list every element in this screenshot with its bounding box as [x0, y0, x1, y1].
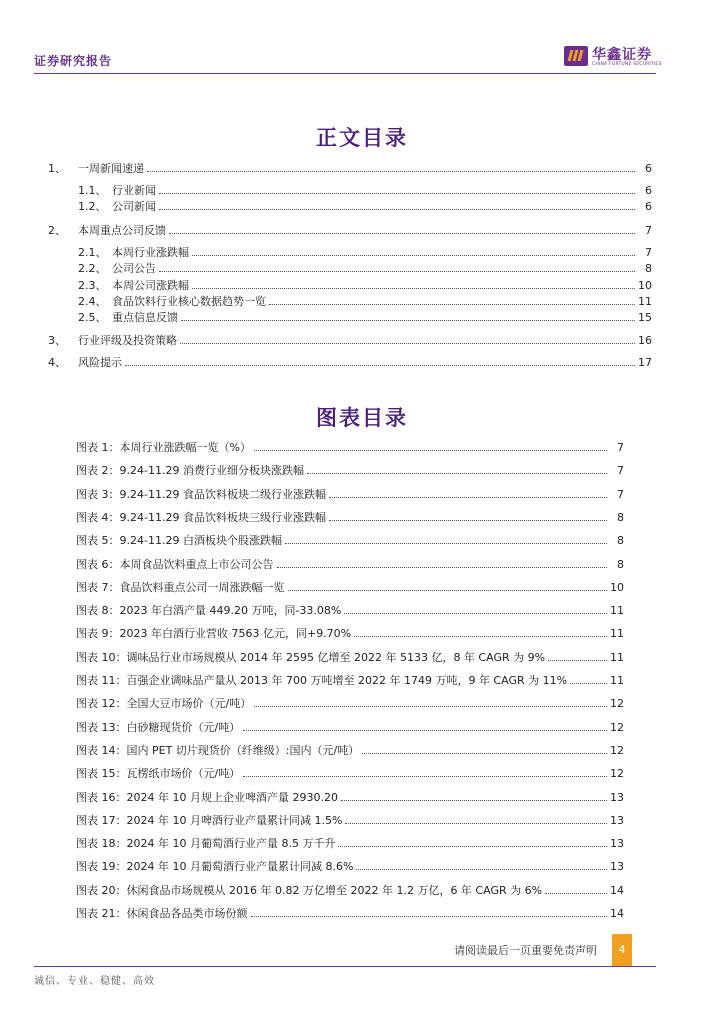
figure-item-text: 图表 13：白砂糖现货价（元/吨）: [76, 720, 241, 734]
toc-item-page: 6: [645, 162, 652, 175]
toc-item-text: 一周新闻速递: [78, 162, 144, 175]
figure-item-page: 11: [610, 604, 624, 618]
toc-item-page: 8: [645, 262, 652, 275]
figure-item-page: 13: [610, 860, 624, 874]
figure-item-page: 8: [617, 557, 624, 571]
figure-leader-dots: [251, 907, 608, 917]
toc-item-number: 2.5、: [78, 311, 107, 324]
toc-item-text: 公司新闻: [112, 200, 156, 213]
toc-item-number: 2、: [48, 224, 66, 237]
footer-slogan: 诚信、专业、稳健、高效: [34, 976, 155, 987]
figure-item[interactable]: [76, 604, 624, 618]
header-label: 证券研究报告: [34, 54, 113, 68]
toc-item-page: 7: [645, 224, 652, 237]
figures-title: 图表目录: [316, 405, 408, 430]
toc-item[interactable]: [78, 311, 652, 325]
toc-title: 正文目录: [316, 125, 408, 150]
figure-item-page: 13: [610, 790, 624, 804]
toc-item-text: 食品饮料行业核心数据趋势一览: [112, 295, 266, 308]
figure-item[interactable]: [76, 837, 624, 851]
figure-item-text: 图表 6：本周食品饮料重点上市公司公告: [76, 557, 274, 571]
figure-item[interactable]: [76, 674, 624, 688]
figure-leader-dots: [356, 860, 607, 870]
figure-item-page: 8: [617, 510, 624, 524]
figure-item-text: 图表 18：2024 年 10 月葡萄酒行业产量 8.5 万千升: [76, 837, 336, 851]
figure-item-text: 图表 21：休闲食品各品类市场份额: [76, 907, 248, 920]
page-number: 4: [612, 934, 632, 966]
figure-item-page: 13: [610, 837, 624, 851]
toc-item-text: 行业新闻: [112, 184, 156, 197]
toc-item-page: 11: [638, 295, 652, 308]
figure-item-page: 10: [610, 580, 624, 594]
figure-leader-dots: [307, 464, 607, 474]
figure-item-text: 图表 16：2024 年 10 月规上企业啤酒产量 2930.20: [76, 790, 338, 804]
figure-item-text: 图表 9：2023 年白酒行业营收 7563 亿元，同+9.70%: [76, 627, 352, 641]
toc-leader-dots: [159, 184, 635, 194]
toc-leader-dots: [147, 162, 635, 172]
toc-item-text: 本周公司涨跌幅: [112, 279, 189, 292]
figure-item-text: 图表 14：国内 PET 切片现货价（纤维级）:国内（元/吨）: [76, 743, 360, 757]
figure-item-page: 11: [610, 627, 624, 641]
toc-item[interactable]: [78, 279, 652, 293]
toc-item-number: 1、: [48, 162, 66, 175]
toc-item[interactable]: [78, 295, 652, 309]
disclaimer-banner: [436, 934, 636, 966]
toc-item[interactable]: [48, 224, 652, 238]
figure-item[interactable]: [76, 627, 624, 641]
figure-item[interactable]: [76, 907, 624, 921]
header-divider: [34, 73, 656, 74]
figure-item-text: 图表 20：休闲食品市场规模从 2016 年 0.82 万亿增至 2022 年 1.2 万亿，6 年 CAGR 为 6%: [76, 883, 543, 897]
toc-item-number: 2.1、: [78, 246, 107, 259]
disclaimer-notice: 请阅读最后一页重要免责声明: [454, 944, 597, 957]
logo-mark-icon: [564, 46, 588, 66]
figure-leader-dots: [277, 558, 608, 568]
figure-leader-dots: [243, 721, 607, 731]
figure-item[interactable]: [76, 511, 624, 525]
toc-item-text: 本周重点公司反馈: [78, 224, 166, 237]
toc-item-number: 4、: [48, 356, 66, 369]
figure-item[interactable]: [76, 534, 624, 548]
toc-leader-dots: [181, 311, 635, 321]
figure-item-page: 7: [617, 441, 624, 454]
figure-item[interactable]: [76, 558, 624, 572]
figure-item[interactable]: [76, 697, 624, 711]
figure-item-page: 12: [610, 720, 624, 734]
toc-item-page: 16: [638, 334, 652, 347]
figure-item-text: 图表 11：百强企业调味品产量从 2013 年 700 万吨增至 2022 年 1749 万吨，9 年 CAGR 为 11%: [76, 674, 568, 687]
toc-item-text: 本周行业涨跌幅: [112, 246, 189, 259]
figure-item[interactable]: [76, 721, 624, 735]
footer-divider: [34, 966, 656, 967]
toc-item-number: 1.1、: [78, 184, 107, 197]
toc-leader-dots: [169, 224, 635, 234]
toc-leader-dots: [125, 356, 635, 366]
toc-item-page: 6: [645, 184, 652, 197]
figure-item-page: 14: [610, 907, 624, 920]
figure-item-text: 图表 12：全国大豆市场价（元/吨）: [76, 697, 252, 711]
figure-leader-dots: [548, 651, 607, 661]
toc-item[interactable]: [78, 200, 652, 214]
toc-item-page: 17: [638, 356, 652, 369]
figure-leader-dots: [570, 674, 607, 684]
figure-item-text: 图表 19：2024 年 10 月葡萄酒行业产量累计同减 8.6%: [76, 860, 354, 874]
logo-name: 华鑫证券: [592, 47, 652, 63]
figure-item-text: 图表 3：9.24-11.29 食品饮料板块二级行业涨跌幅: [76, 487, 326, 501]
toc-leader-dots: [180, 334, 635, 344]
figure-item-page: 12: [610, 767, 624, 781]
figure-item-page: 12: [610, 697, 624, 711]
toc-item-page: 10: [638, 279, 652, 292]
toc-leader-dots: [192, 279, 635, 289]
figure-item-page: 12: [610, 743, 624, 757]
toc-item[interactable]: [48, 162, 652, 176]
toc-item-page: 15: [638, 311, 652, 324]
toc-leader-dots: [159, 262, 635, 272]
figure-leader-dots: [362, 744, 607, 754]
figure-item[interactable]: [76, 441, 624, 455]
toc-leader-dots: [159, 200, 635, 210]
figure-item[interactable]: [76, 581, 624, 595]
toc-item-number: 3、: [48, 334, 66, 347]
toc-item-text: 风险提示: [78, 356, 122, 369]
figure-leader-dots: [344, 604, 607, 614]
figure-leader-dots: [243, 767, 607, 777]
figure-item-page: 7: [617, 487, 624, 501]
figure-leader-dots: [329, 488, 607, 498]
figure-item-text: 图表 10：调味品行业市场规模从 2014 年 2595 亿增至 2022 年 5133 亿，8 年 CAGR 为 9%: [76, 650, 546, 664]
figure-item[interactable]: [76, 744, 624, 758]
figure-item[interactable]: [76, 651, 624, 665]
figure-item-text: 图表 1：本周行业涨跌幅一览（%）: [76, 441, 251, 454]
toc-item[interactable]: [48, 356, 652, 370]
figure-leader-dots: [545, 884, 607, 894]
figure-item[interactable]: [76, 791, 624, 805]
figure-item[interactable]: [76, 884, 624, 898]
figure-item-page: 13: [610, 813, 624, 827]
toc-leader-dots: [269, 295, 635, 305]
figure-item-text: 图表 7：食品饮料重点公司一周涨跌幅一览: [76, 580, 285, 594]
toc-item[interactable]: [48, 334, 652, 348]
company-logo: [564, 44, 662, 70]
toc-item-text: 行业评级及投资策略: [78, 334, 177, 347]
toc-item-number: 2.4、: [78, 295, 107, 308]
figure-item-text: 图表 2：9.24-11.29 消费行业细分板块涨跌幅: [76, 464, 304, 478]
toc-item-number: 2.2、: [78, 262, 107, 275]
toc-item[interactable]: [78, 184, 652, 198]
figure-leader-dots: [288, 581, 608, 591]
figure-item-text: 图表 17：2024 年 10 月啤酒行业产量累计同减 1.5%: [76, 813, 343, 827]
figure-item-text: 图表 8：2023 年白酒产量 449.20 万吨，同-33.08%: [76, 604, 342, 618]
figure-item-page: 8: [617, 534, 624, 548]
figure-item[interactable]: [76, 767, 624, 781]
figure-item-text: 图表 4：9.24-11.29 食品饮料板块三级行业涨跌幅: [76, 510, 326, 524]
figure-leader-dots: [285, 534, 607, 544]
figure-item[interactable]: [76, 814, 624, 828]
toc-item[interactable]: [78, 262, 652, 276]
figure-leader-dots: [341, 791, 607, 801]
figure-item-text: 图表 5：9.24-11.29 白酒板块个股涨跌幅: [76, 534, 282, 548]
logo-english-name: CHINA FORTUNE SECURITIES: [592, 62, 662, 67]
toc-item-text: 重点信息反馈: [112, 311, 178, 324]
figure-item-page: 11: [610, 674, 624, 687]
figure-leader-dots: [254, 697, 607, 707]
toc-item-page: 6: [645, 200, 652, 213]
figure-leader-dots: [345, 814, 607, 824]
figure-item-page: 14: [610, 883, 624, 897]
figure-leader-dots: [338, 837, 607, 847]
figure-leader-dots: [254, 441, 607, 451]
figure-item[interactable]: [76, 464, 624, 478]
figure-leader-dots: [354, 627, 607, 637]
figure-item-text: 图表 15：瓦楞纸市场价（元/吨）: [76, 767, 241, 781]
figure-item[interactable]: [76, 488, 624, 502]
figure-item-page: 11: [610, 650, 624, 664]
figure-leader-dots: [329, 511, 607, 521]
toc-item-page: 7: [645, 246, 652, 259]
toc-item[interactable]: [78, 246, 652, 260]
toc-leader-dots: [192, 246, 635, 256]
toc-item-text: 公司公告: [112, 262, 156, 275]
toc-item-number: 2.3、: [78, 279, 107, 292]
figure-item-page: 7: [617, 464, 624, 478]
figure-item[interactable]: [76, 860, 624, 874]
toc-item-number: 1.2、: [78, 200, 107, 213]
